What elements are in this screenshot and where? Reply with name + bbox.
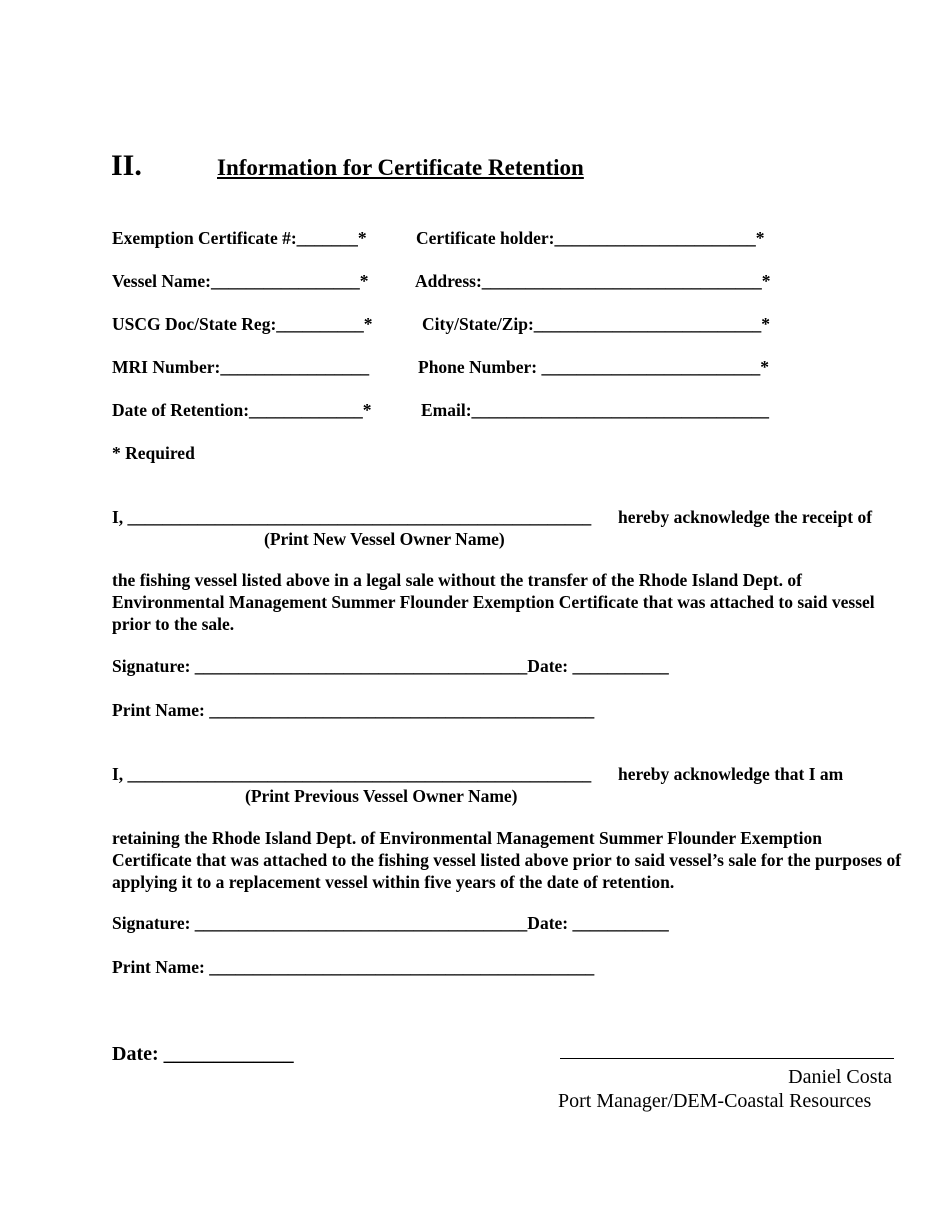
previous-owner-paragraph: retaining the Rhode Island Dept. of Environmental Management Summer Flounder Exemption Certificate that was attached to the fishing vessel listed above prior to said vessel’s sale for the purposes of applying it to a replacement vessel within five years of the date of retention. bbox=[112, 828, 902, 892]
new-owner-name-field[interactable]: I, _____________________________________________________ bbox=[112, 507, 592, 527]
new-owner-print-name-field[interactable]: Print Name: ____________________________________________ bbox=[112, 700, 595, 720]
new-owner-signature-date-field[interactable]: Signature: ______________________________________Date: ___________ bbox=[112, 656, 669, 676]
previous-owner-name-field[interactable]: I, _____________________________________________________ bbox=[112, 764, 592, 784]
previous-owner-signature-date-field[interactable]: Signature: ______________________________________Date: ___________ bbox=[112, 913, 669, 933]
previous-owner-print-name-field[interactable]: Print Name: ____________________________________________ bbox=[112, 957, 595, 977]
certificate-holder-field[interactable]: Certificate holder:_______________________* bbox=[416, 228, 765, 248]
uscg-doc-field[interactable]: USCG Doc/State Reg:__________* bbox=[112, 314, 373, 334]
previous-owner-acknowledge-text: hereby acknowledge that I am bbox=[618, 764, 844, 784]
footer-date-field[interactable]: Date: _____________ bbox=[112, 1043, 294, 1065]
exemption-certificate-field[interactable]: Exemption Certificate #:_______* bbox=[112, 228, 367, 248]
address-field[interactable]: Address:________________________________* bbox=[415, 271, 771, 291]
mri-number-field[interactable]: MRI Number:_________________ bbox=[112, 357, 370, 377]
new-owner-acknowledge-text: hereby acknowledge the receipt of bbox=[618, 507, 873, 527]
vessel-name-field[interactable]: Vessel Name:_________________* bbox=[112, 271, 369, 291]
new-owner-name-caption: (Print New Vessel Owner Name) bbox=[264, 529, 505, 549]
new-owner-paragraph: the fishing vessel listed above in a legal sale without the transfer of the Rhode Island Dept. of Environmental Management Summer Flounder Exemption Certificate that was attached to said vessel prior to the sale. bbox=[112, 570, 875, 634]
port-manager-signature-line[interactable] bbox=[560, 1058, 894, 1059]
city-state-zip-field[interactable]: City/State/Zip:__________________________* bbox=[422, 314, 771, 334]
signer-title: Port Manager/DEM-Coastal Resources bbox=[558, 1090, 872, 1112]
section-number: II. bbox=[111, 149, 142, 182]
signer-name: Daniel Costa bbox=[788, 1066, 892, 1088]
section-title: Information for Certificate Retention bbox=[217, 155, 584, 180]
email-field[interactable]: Email:__________________________________ bbox=[421, 400, 770, 420]
previous-owner-name-caption: (Print Previous Vessel Owner Name) bbox=[245, 786, 518, 806]
phone-number-field[interactable]: Phone Number: _________________________* bbox=[418, 357, 769, 377]
date-of-retention-field[interactable]: Date of Retention:_____________* bbox=[112, 400, 372, 420]
required-note: * Required bbox=[112, 443, 195, 463]
